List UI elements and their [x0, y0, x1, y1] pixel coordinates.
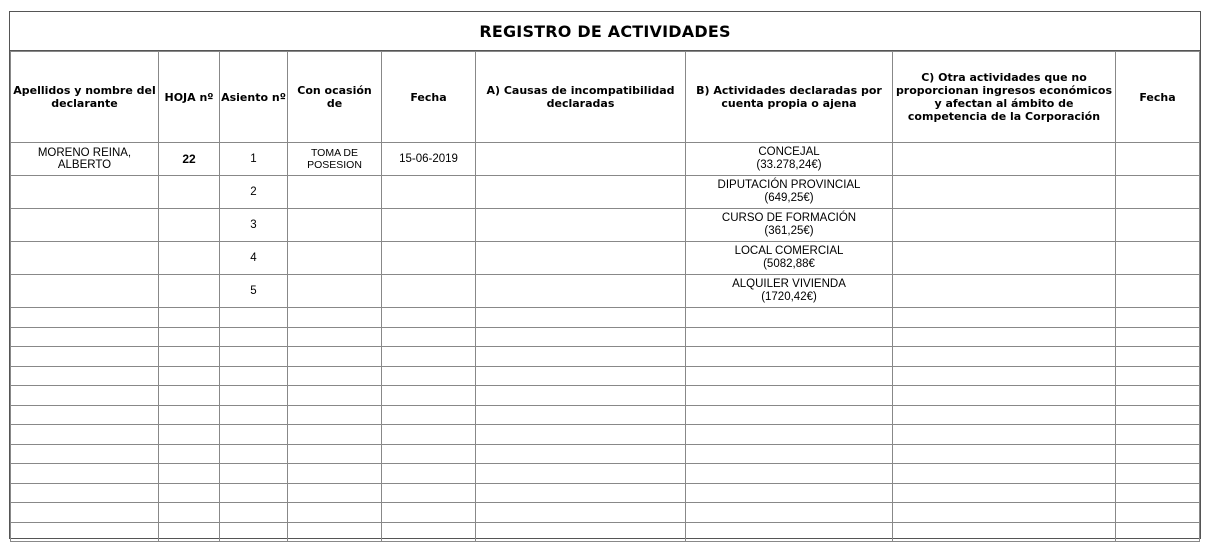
cell-declarante [11, 275, 159, 308]
empty-cell [893, 386, 1116, 406]
actividad-importe: (361,25€) [764, 225, 814, 237]
empty-cell [288, 483, 382, 503]
empty-cell [382, 405, 476, 425]
empty-cell [11, 464, 159, 484]
cell-asiento: 4 [220, 242, 288, 275]
empty-cell [476, 405, 686, 425]
empty-cell [1116, 483, 1200, 503]
empty-cell [288, 366, 382, 386]
actividad-name: CONCEJAL [758, 146, 820, 158]
cell-ocasion [288, 242, 382, 275]
empty-cell [220, 405, 288, 425]
cell-causas [476, 143, 686, 176]
empty-cell [220, 464, 288, 484]
empty-cell [288, 405, 382, 425]
empty-cell [159, 522, 220, 542]
empty-cell [382, 444, 476, 464]
cell-fecha [382, 242, 476, 275]
empty-cell [686, 425, 893, 445]
table-row [11, 143, 1200, 176]
header-row [11, 52, 1200, 143]
empty-cell [1116, 347, 1200, 367]
empty-cell [1116, 464, 1200, 484]
cell-fecha-otras [1116, 242, 1200, 275]
empty-cell [220, 483, 288, 503]
empty-cell [11, 425, 159, 445]
empty-row [11, 444, 1200, 464]
empty-cell [686, 464, 893, 484]
cell-asiento: 5 [220, 275, 288, 308]
empty-cell [476, 386, 686, 406]
cell-hoja [159, 242, 220, 275]
cell-hoja: 22 [159, 143, 220, 176]
empty-cell [382, 522, 476, 542]
empty-cell [288, 327, 382, 347]
empty-cell [686, 386, 893, 406]
empty-cell [220, 347, 288, 367]
cell-hoja [159, 176, 220, 209]
register-title: REGISTRO DE ACTIVIDADES [10, 12, 1200, 51]
actividad-name: LOCAL COMERCIAL [734, 245, 844, 257]
cell-actividad [686, 176, 893, 209]
empty-cell [686, 327, 893, 347]
empty-cell [382, 464, 476, 484]
empty-row [11, 327, 1200, 347]
cell-otras [893, 242, 1116, 275]
empty-cell [288, 347, 382, 367]
cell-otras [893, 209, 1116, 242]
empty-cell [1116, 503, 1200, 523]
cell-causas [476, 209, 686, 242]
empty-cell [159, 425, 220, 445]
actividad-importe: (5082,88€ [763, 258, 815, 270]
empty-cell [1116, 522, 1200, 542]
empty-cell [159, 366, 220, 386]
header-actividades: B) Actividades declaradas por cuenta propia o ajena [686, 52, 893, 143]
empty-cell [220, 327, 288, 347]
empty-cell [288, 503, 382, 523]
empty-cell [893, 347, 1116, 367]
empty-cell [686, 522, 893, 542]
header-fecha-otras: Fecha [1116, 52, 1200, 143]
empty-cell [220, 522, 288, 542]
table-row [11, 242, 1200, 275]
cell-ocasion [288, 209, 382, 242]
empty-cell [220, 425, 288, 445]
cell-fecha-otras [1116, 143, 1200, 176]
empty-cell [159, 444, 220, 464]
header-asiento: Asiento nº [220, 52, 288, 143]
empty-cell [11, 386, 159, 406]
cell-otras [893, 176, 1116, 209]
empty-cell [220, 386, 288, 406]
empty-cell [11, 308, 159, 328]
empty-cell [288, 425, 382, 445]
empty-cell [1116, 366, 1200, 386]
empty-cell [1116, 425, 1200, 445]
cell-actividad [686, 143, 893, 176]
actividad-name: DIPUTACIÓN PROVINCIAL [717, 179, 861, 191]
empty-cell [893, 366, 1116, 386]
empty-cell [159, 464, 220, 484]
header-declarante: Apellidos y nombre del declarante [11, 52, 159, 143]
empty-cell [1116, 405, 1200, 425]
cell-asiento: 2 [220, 176, 288, 209]
empty-cell [220, 503, 288, 523]
empty-cell [476, 522, 686, 542]
cell-ocasion [288, 275, 382, 308]
cell-actividad [686, 275, 893, 308]
empty-cell [220, 366, 288, 386]
cell-declarante [11, 209, 159, 242]
empty-cell [893, 405, 1116, 425]
activity-register-sheet [9, 11, 1201, 539]
empty-cell [476, 308, 686, 328]
cell-hoja [159, 275, 220, 308]
empty-cell [893, 308, 1116, 328]
empty-cell [159, 503, 220, 523]
cell-asiento: 3 [220, 209, 288, 242]
empty-cell [893, 327, 1116, 347]
empty-cell [220, 444, 288, 464]
cell-causas [476, 242, 686, 275]
cell-ocasion [288, 176, 382, 209]
empty-cell [893, 522, 1116, 542]
actividad-importe: (1720,42€) [761, 291, 817, 303]
empty-row [11, 366, 1200, 386]
empty-cell [159, 347, 220, 367]
table-row [11, 209, 1200, 242]
empty-cell [288, 522, 382, 542]
empty-cell [686, 347, 893, 367]
cell-otras [893, 143, 1116, 176]
empty-row [11, 347, 1200, 367]
actividad-importe: (33.278,24€) [756, 159, 822, 171]
empty-cell [159, 386, 220, 406]
cell-fecha [382, 176, 476, 209]
cell-causas [476, 176, 686, 209]
empty-cell [382, 366, 476, 386]
cell-hoja [159, 209, 220, 242]
empty-cell [11, 522, 159, 542]
actividad-name: CURSO DE FORMACIÓN [721, 212, 857, 224]
empty-cell [11, 366, 159, 386]
empty-cell [1116, 327, 1200, 347]
empty-row [11, 464, 1200, 484]
cell-fecha-otras [1116, 209, 1200, 242]
empty-cell [686, 444, 893, 464]
empty-cell [476, 366, 686, 386]
empty-cell [11, 444, 159, 464]
cell-fecha-otras [1116, 275, 1200, 308]
table-row [11, 176, 1200, 209]
empty-cell [1116, 444, 1200, 464]
empty-row [11, 503, 1200, 523]
empty-cell [476, 425, 686, 445]
empty-cell [893, 503, 1116, 523]
empty-cell [382, 483, 476, 503]
empty-cell [11, 405, 159, 425]
empty-cell [893, 483, 1116, 503]
header-ocasion: Con ocasión de [288, 52, 382, 143]
empty-cell [382, 425, 476, 445]
empty-row [11, 425, 1200, 445]
empty-cell [382, 503, 476, 523]
empty-cell [686, 405, 893, 425]
header-otras: C) Otra actividades que no proporcionan ingresos económicos y afectan al ámbito de competencia de la Corporación [893, 52, 1116, 143]
empty-cell [220, 308, 288, 328]
empty-cell [11, 483, 159, 503]
cell-causas [476, 275, 686, 308]
empty-cell [1116, 386, 1200, 406]
empty-row [11, 405, 1200, 425]
empty-cell [476, 503, 686, 523]
empty-cell [11, 503, 159, 523]
empty-cell [382, 308, 476, 328]
empty-row [11, 522, 1200, 542]
empty-cell [476, 347, 686, 367]
empty-cell [11, 327, 159, 347]
actividad-name: ALQUILER VIVIENDA [732, 278, 846, 290]
register-table [10, 51, 1200, 542]
empty-cell [686, 308, 893, 328]
empty-cell [288, 386, 382, 406]
empty-cell [476, 327, 686, 347]
empty-cell [382, 347, 476, 367]
empty-cell [11, 347, 159, 367]
empty-row [11, 386, 1200, 406]
cell-actividad [686, 242, 893, 275]
empty-cell [159, 405, 220, 425]
cell-declarante [11, 176, 159, 209]
empty-cell [382, 386, 476, 406]
cell-fecha [382, 275, 476, 308]
empty-cell [288, 464, 382, 484]
empty-cell [893, 425, 1116, 445]
empty-cell [476, 483, 686, 503]
empty-cell [893, 464, 1116, 484]
cell-declarante [11, 242, 159, 275]
empty-cell [686, 483, 893, 503]
cell-declarante: MORENO REINA, ALBERTO [11, 143, 159, 176]
empty-row [11, 308, 1200, 328]
header-fecha: Fecha [382, 52, 476, 143]
empty-cell [893, 444, 1116, 464]
header-hoja: HOJA nº [159, 52, 220, 143]
cell-otras [893, 275, 1116, 308]
empty-cell [159, 327, 220, 347]
table-row [11, 275, 1200, 308]
cell-ocasion: TOMA DE POSESION [288, 143, 382, 176]
empty-cell [159, 308, 220, 328]
empty-cell [476, 464, 686, 484]
cell-fecha [382, 209, 476, 242]
empty-cell [686, 503, 893, 523]
cell-actividad [686, 209, 893, 242]
header-causas: A) Causas de incompatibilidad declaradas [476, 52, 686, 143]
empty-cell [686, 366, 893, 386]
empty-cell [288, 308, 382, 328]
empty-cell [476, 444, 686, 464]
empty-cell [288, 444, 382, 464]
actividad-importe: (649,25€) [764, 192, 814, 204]
cell-fecha-otras [1116, 176, 1200, 209]
empty-row [11, 483, 1200, 503]
cell-fecha: 15-06-2019 [382, 143, 476, 176]
empty-cell [1116, 308, 1200, 328]
cell-asiento: 1 [220, 143, 288, 176]
empty-cell [382, 327, 476, 347]
empty-cell [159, 483, 220, 503]
